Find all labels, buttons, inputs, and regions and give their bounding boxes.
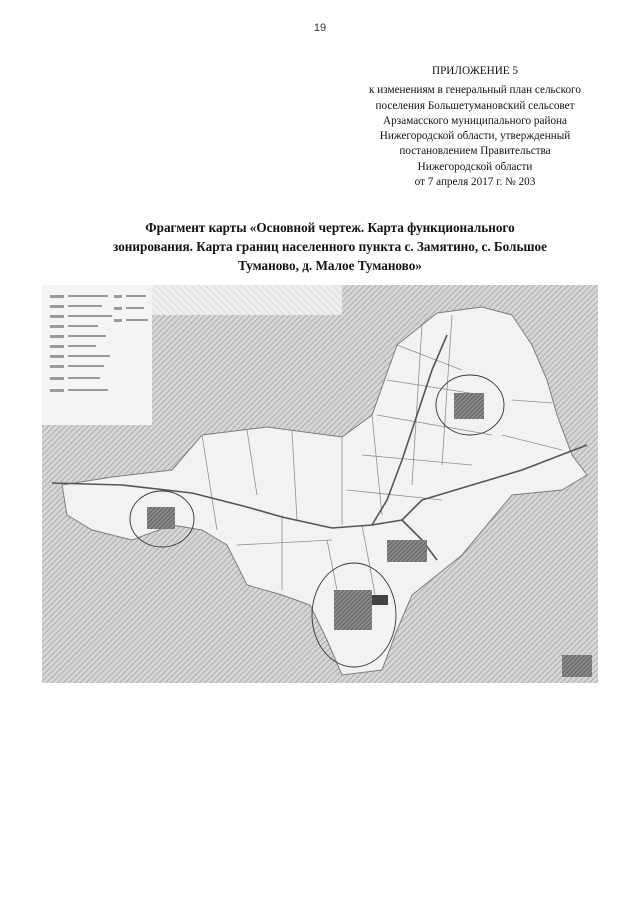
village-center-block (387, 540, 427, 562)
appendix-line: постановлением Правительства (399, 145, 551, 158)
appendix-line: Арзамасского муниципального района (383, 114, 567, 127)
map-title-line: Туманово, д. Малое Туманово» (238, 258, 422, 273)
village-maloe-tumanovo (454, 393, 484, 419)
appendix-block (340, 64, 610, 190)
map-title-line: Фрагмент карты «Основной чертеж. Карта функционального (145, 220, 515, 235)
zoning-map (42, 285, 598, 683)
appendix-heading: ПРИЛОЖЕНИЕ 5 (431, 65, 518, 77)
map-title-line: зонирования. Карта границ населенного пункта с. Замятино, с. Большое (112, 239, 548, 254)
map-title (100, 218, 560, 275)
appendix-line: Нижегородской области, утвержденный (379, 130, 571, 143)
page-number: 19 (313, 22, 327, 34)
appendix-line: поселения Большетумановский сельсовет (375, 99, 575, 112)
map-water-area (152, 285, 342, 315)
appendix-line: к изменениям в генеральный план сельского (369, 84, 581, 97)
village-zamyatino (147, 507, 175, 529)
village-bolshoe-tumanovo (334, 590, 372, 630)
map-fragment-image (42, 285, 598, 683)
industrial-block (372, 595, 388, 605)
appendix-line: Нижегородской области (417, 160, 533, 173)
appendix-line: от 7 апреля 2017 г. № 203 (414, 176, 536, 189)
map-scale-mark (562, 655, 592, 677)
